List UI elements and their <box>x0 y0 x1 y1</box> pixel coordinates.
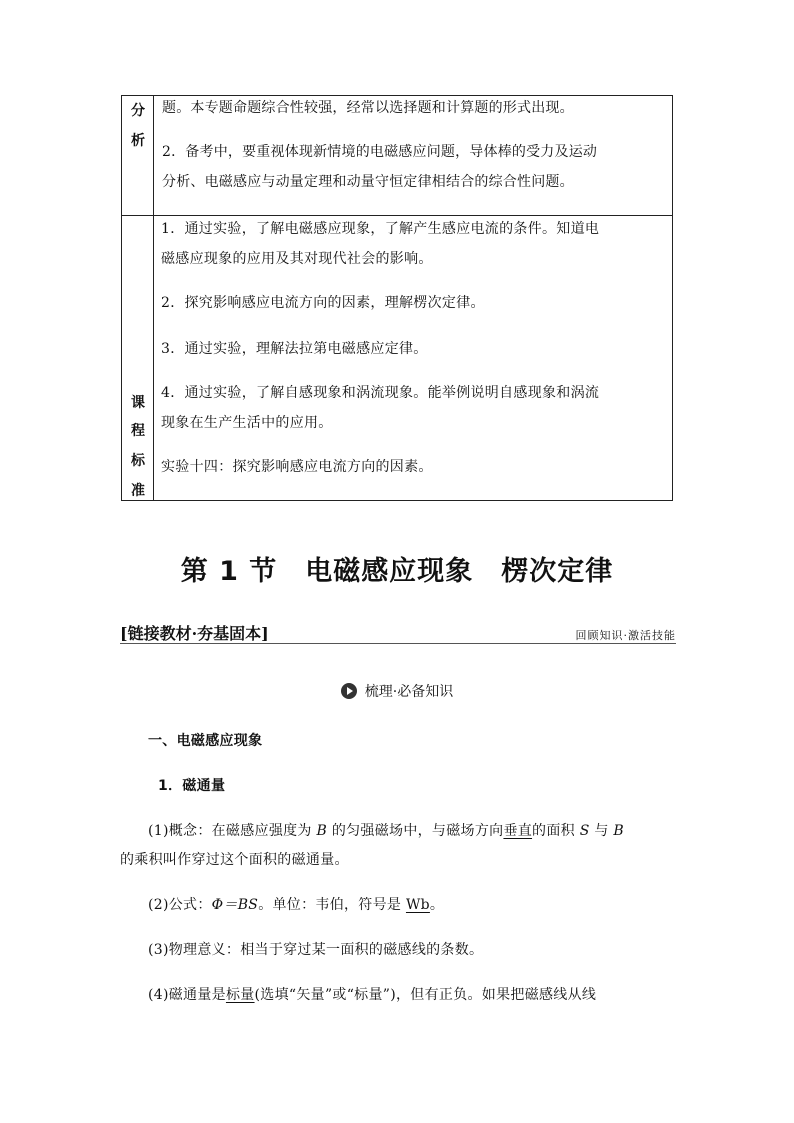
text: 。单位：韦伯，符号是 <box>258 897 406 913</box>
text: 的匀强磁场中，与磁场方向 <box>327 823 504 839</box>
symbol-b: B <box>613 823 625 839</box>
section-title: 第 1 节 电磁感应现象 楞次定律 <box>180 556 614 587</box>
text-line: 2．探究影响感应电流方向的因素，理解楞次定律。 <box>161 295 485 311</box>
text: (2)公式： <box>148 897 212 913</box>
paragraph-formula <box>148 896 444 914</box>
sub-heading <box>0 681 794 701</box>
label-char: 析 <box>131 133 145 149</box>
section-header-left: [链接教材·夯基固本] <box>120 624 269 643</box>
section-header-right: 回顾知识·激活技能 <box>575 629 676 642</box>
answer-blank: Wb <box>405 897 430 913</box>
analysis-content <box>154 96 672 215</box>
label-char: 课 <box>131 395 145 411</box>
text: (4)磁通量是 <box>148 987 226 1003</box>
text-line: 实验十四：探究影响感应电流方向的因素。 <box>161 459 433 475</box>
text-line: 分析、电磁感应与动量定理和动量守恒定律相结合的综合性问题。 <box>162 174 574 190</box>
formula: Φ＝BS <box>211 897 259 913</box>
answer-blank: 标量 <box>225 987 255 1003</box>
paragraph-scalar <box>148 986 596 1004</box>
text-line: 2．备考中，要重视体现新情境的电磁感应问题，导体棒的受力及运动 <box>162 144 598 160</box>
text-line: 磁感应现象的应用及其对现代社会的影响。 <box>161 251 433 267</box>
paragraph-meaning: (3)物理意义：相当于穿过某一面积的磁感线的条数。 <box>148 942 484 958</box>
text-line: 3．通过实验，理解法拉第电磁感应定律。 <box>161 341 428 357</box>
text-line: 题。本专题命题综合性较强，经常以选择题和计算题的形式出现。 <box>162 100 574 116</box>
play-circle-icon <box>341 683 357 699</box>
symbol-b: B <box>316 823 328 839</box>
analysis-row <box>122 96 672 216</box>
label-char: 程 <box>131 423 145 439</box>
answer-blank: 垂直 <box>503 823 533 839</box>
text: (选填“矢量”或“标量”)，但有正负。如果把磁感线从线 <box>254 987 597 1003</box>
label-char: 准 <box>131 483 145 499</box>
paragraph-concept-cont: 的乘积叫作穿过这个面积的磁通量。 <box>120 852 349 868</box>
text: (1)概念：在磁感应强度为 <box>148 823 317 839</box>
standards-label <box>122 216 154 501</box>
text: 的面积 <box>532 823 580 839</box>
heading-2: 1．磁通量 <box>158 778 226 794</box>
sub-heading-text: 梳理·必备知识 <box>364 684 454 700</box>
text-line: 1．通过实验，了解电磁感应现象，了解产生感应电流的条件。知道电 <box>161 221 600 237</box>
analysis-label <box>122 96 154 215</box>
label-char: 标 <box>131 453 145 469</box>
text: 。 <box>429 897 445 913</box>
label-char: 分 <box>131 103 145 119</box>
text: 与 <box>589 823 614 839</box>
symbol-s: S <box>579 823 590 839</box>
text-line: 4．通过实验，了解自感现象和涡流现象。能举例说明自感现象和涡流 <box>161 385 600 401</box>
heading-1: 一、电磁感应现象 <box>148 733 263 749</box>
text-line: 现象在生产生活中的应用。 <box>161 415 333 431</box>
paragraph-concept <box>148 822 624 840</box>
header-divider <box>120 643 676 644</box>
